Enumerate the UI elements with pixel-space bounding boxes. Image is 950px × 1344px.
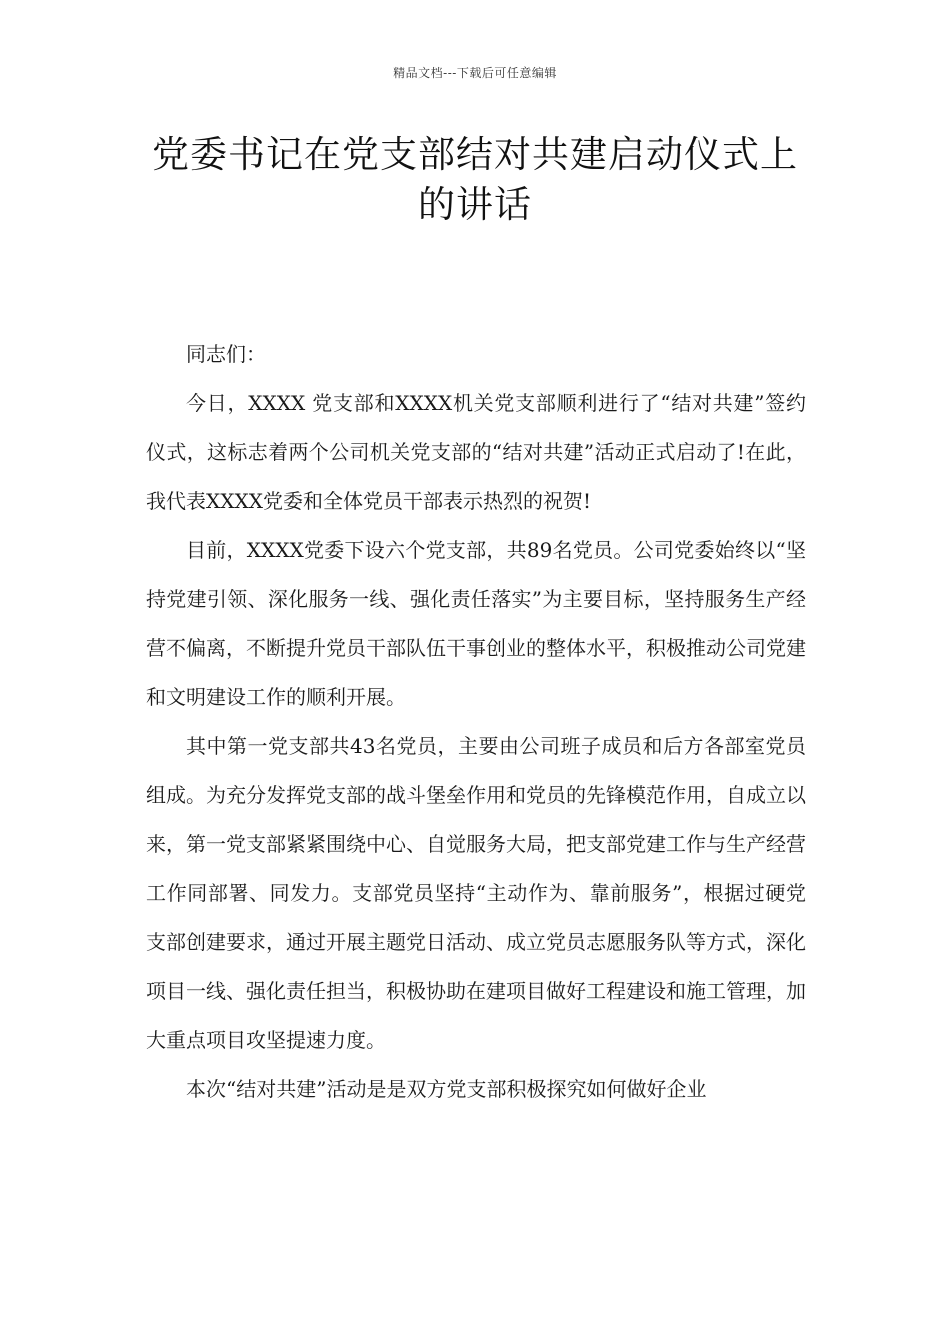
paragraph-2: 目前，XXXX党委下设六个党支部，共89名党员。公司党委始终以“坚持党建引领、深化服务一线、强化责任落实”为主要目标，坚持服务生产经营不偏离，不断提升党员干部队伍干事创业的整体水平，积极推动公司党建和文明建设工作的顺利开展。 bbox=[146, 538, 806, 709]
header-note: 精品文档---下载后可任意编辑 bbox=[393, 66, 557, 80]
paragraph-4: 本次“结对共建”活动是是双方党支部积极探究如何做好企业 bbox=[186, 1077, 707, 1101]
salutation: 同志们： bbox=[186, 342, 266, 366]
document-body bbox=[146, 330, 806, 1114]
paragraph-1: 今日，XXXX 党支部和XXXX机关党支部顺利进行了“结对共建”签约仪式，这标志着两个公司机关党支部的“结对共建”活动正式启动了!在此，我代表XXXX党委和全体党员干部表示热烈的祝贺! bbox=[146, 391, 806, 513]
paragraph-3: 其中第一党支部共43名党员，主要由公司班子成员和后方各部室党员组成。为充分发挥党支部的战斗堡垒作用和党员的先锋模范作用，自成立以来，第一党支部紧紧围绕中心、自觉服务大局，把支部党建工作与生产经营工作同部署、同发力。支部党员坚持“主动作为、靠前服务”，根据过硬党支部创建要求，通过开展主题党日活动、成立党员志愿服务队等方式，深化项目一线、强化责任担当，积极协助在建项目做好工程建设和施工管理，加大重点项目攻坚提速力度。 bbox=[146, 734, 806, 1052]
document-title: 党委书记在党支部结对共建启动仪式上的讲话 bbox=[152, 133, 798, 226]
